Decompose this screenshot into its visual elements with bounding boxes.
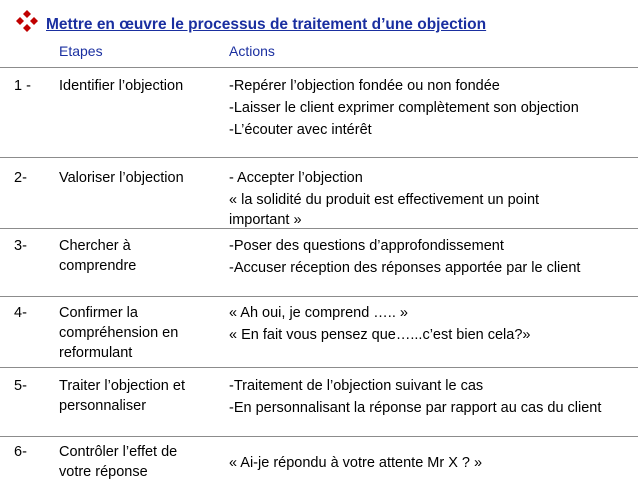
action-line: -Laisser le client exprimer complètement son objection bbox=[229, 100, 579, 116]
action-line: - Accepter l’objection bbox=[229, 170, 363, 186]
action-line: -Repérer l’objection fondée ou non fondée bbox=[229, 78, 500, 94]
row-number: 4- bbox=[14, 305, 27, 321]
row-number: 3- bbox=[14, 238, 27, 254]
row-step: Contrôler l’effet de votre réponse bbox=[59, 444, 178, 480]
row-actions bbox=[229, 168, 629, 232]
row-number: 6- bbox=[14, 444, 27, 460]
row-step: Traiter l’objection et personnaliser bbox=[59, 378, 185, 414]
four-diamond-bullet-icon bbox=[16, 10, 38, 32]
row-step: Identifier l’objection bbox=[59, 78, 184, 94]
row-number: 1 - bbox=[14, 78, 31, 94]
action-line: -Accuser réception des réponses apportée par le client bbox=[229, 260, 581, 276]
title-row bbox=[16, 8, 486, 34]
action-line: « Ai-je répondu à votre attente Mr X ? » bbox=[229, 455, 483, 471]
divider bbox=[0, 157, 638, 158]
row-actions bbox=[229, 76, 629, 142]
row-step: Valoriser l’objection bbox=[59, 170, 184, 186]
divider bbox=[0, 228, 638, 229]
row-actions bbox=[229, 236, 629, 280]
header-steps: Etapes bbox=[59, 43, 103, 59]
action-line: -Traitement de l’objection suivant le cas bbox=[229, 378, 484, 394]
row-actions bbox=[229, 303, 629, 347]
row-actions bbox=[229, 453, 629, 475]
divider bbox=[0, 436, 638, 437]
action-line: « Ah oui, je comprend ….. » bbox=[229, 305, 408, 321]
page-title: Mettre en œuvre le processus de traitement d’une objection bbox=[46, 16, 487, 33]
divider bbox=[0, 67, 638, 68]
row-step: Confirmer la compréhension en reformulant bbox=[59, 305, 179, 361]
row-actions bbox=[229, 376, 629, 420]
row-number: 2- bbox=[14, 170, 27, 186]
action-line: -Poser des questions d’approfondissement bbox=[229, 238, 504, 254]
action-line: « la solidité du produit est effectivement un point important » bbox=[229, 192, 540, 228]
divider bbox=[0, 367, 638, 368]
action-line: -L’écouter avec intérêt bbox=[229, 122, 372, 138]
row-number: 5- bbox=[14, 378, 27, 394]
divider bbox=[0, 296, 638, 297]
row-step: Chercher à comprendre bbox=[59, 238, 137, 274]
action-line: -En personnalisant la réponse par rapport au cas du client bbox=[229, 400, 602, 416]
header-actions: Actions bbox=[229, 43, 275, 59]
action-line: « En fait vous pensez que…...c’est bien cela?» bbox=[229, 327, 531, 343]
